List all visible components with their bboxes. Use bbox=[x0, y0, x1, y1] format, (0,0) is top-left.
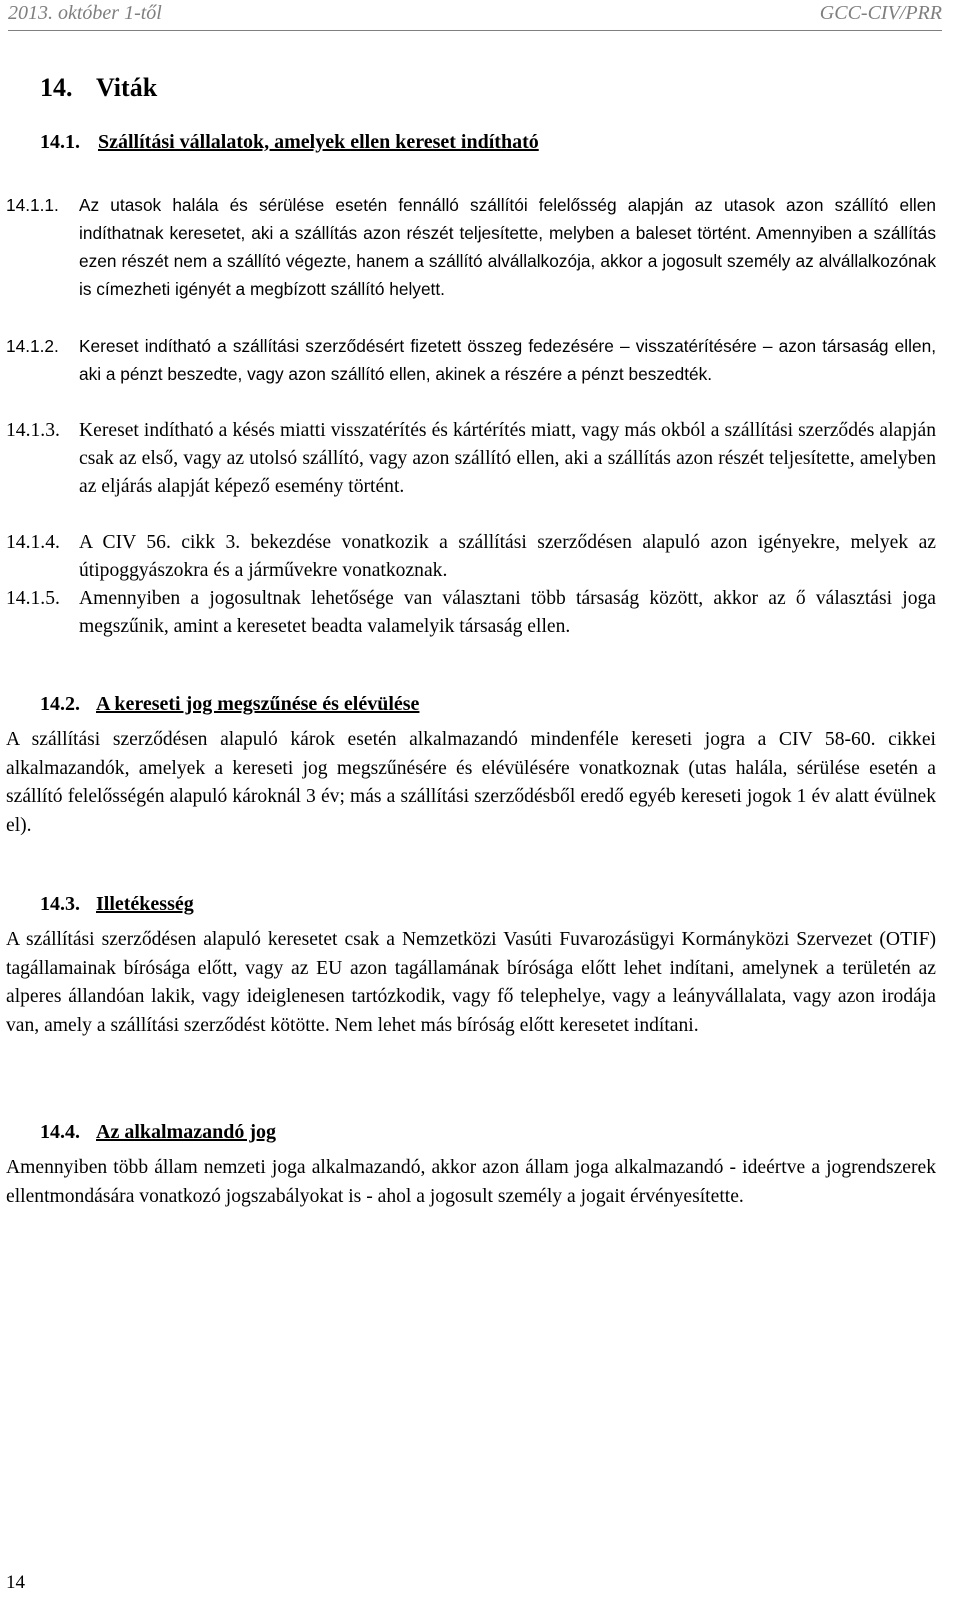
header-date: 2013. október 1-től bbox=[8, 2, 162, 24]
numbered-item-14-1-4 bbox=[6, 529, 936, 585]
chapter-number: 14. bbox=[40, 73, 73, 102]
numbered-item-14-1-3 bbox=[6, 417, 936, 501]
section-title-text: Az alkalmazandó jog bbox=[96, 1121, 276, 1143]
section-paragraph-14-3: A szállítási szerződésen alapuló keresetet csak a Nemzetközi Vasúti Fuvarozásügyi Kormányközi Szervezet (OTIF) tagállamainak bírósága előtt, vagy az EU azon tagállamának bírósága előtt lehet indítani, amelynek a területén az alperes állandóan lakik, vagy ideiglenesen tartózkodik, vagy fő telephelye, vagy a leányvállalata, vagy azon irodája van, amely a szállítási szerződést kötötte. Nem lehet más bíróság előtt keresetet indítani. bbox=[6, 929, 936, 1036]
item-number: 14.1.2. bbox=[6, 336, 59, 356]
section-paragraph-14-4: Amennyiben több állam nemzeti joga alkalmazandó, akkor azon állam joga alkalmazandó - ideértve a jogrendszerek ellentmondására vonatkozó jogszabályokat is - ahol a jogosult személy a jogait érvényesítette. bbox=[6, 1157, 936, 1207]
item-text: Kereset indítható a szállítási szerződésért fizetett összeg fedezésére – visszatérítésére – azon társaság ellen, aki a pénzt beszedte, vagy azon szállító ellen, akinek a részére a pénzt beszedték. bbox=[79, 336, 936, 384]
item-text: Az utasok halála és sérülése esetén fennálló szállítói felelősség alapján az utasok azon szállító ellen indíthatnak keresetet, aki a szállítás azon részét teljesítette, melyben a baleset történt. Amennyiben a szállítás ezen részét nem a szállító végezte, hanem a szállító alvállalkozója, akkor a jogosult személy az alvállalkozónak is címezheti igényét a megbízott szállító helyett. bbox=[79, 195, 936, 299]
item-text: Kereset indítható a késés miatti visszatérítés és kártérítés miatt, vagy más okból a szállítási szerződés alapján csak az első, vagy az utolsó szállító, vagy azon szállító ellen, aki a szállítás azon részét teljesítette, amelyben az eljárás alapját képező esemény történt. bbox=[79, 420, 936, 497]
section-title-14-3 bbox=[40, 893, 194, 916]
numbered-item-14-1-2 bbox=[6, 332, 936, 388]
item-text: Amennyiben a jogosultnak lehetősége van választani több társaság között, akkor az ő választási joga megszűnik, amint a keresetet beadta valamelyik társaság ellen. bbox=[79, 588, 936, 637]
item-number: 14.1.5. bbox=[6, 588, 60, 609]
chapter-title-text: Viták bbox=[96, 73, 158, 102]
section-title-text: Szállítási vállalatok, amelyek ellen kereset indítható bbox=[98, 131, 539, 153]
section-number: 14.4. bbox=[40, 1121, 80, 1143]
section-title-14-2 bbox=[40, 693, 419, 716]
section-title-text: Illetékesség bbox=[96, 893, 194, 915]
item-number: 14.1.4. bbox=[6, 532, 60, 553]
page-number: 14 bbox=[6, 1572, 25, 1593]
numbered-item-14-1-5 bbox=[6, 585, 936, 641]
section-number: 14.1. bbox=[40, 131, 80, 153]
header-document-code: GCC-CIV/PRR bbox=[819, 2, 942, 24]
section-title-text: A kereseti jog megszűnése és elévülése bbox=[96, 693, 420, 715]
page-header bbox=[8, 0, 942, 31]
section-paragraph-14-2: A szállítási szerződésen alapuló károk esetén alkalmazandó mindenféle kereseti jogra a CIV 58-60. cikkei alkalmazandók, amelyek a kereseti jog megszűnésére és elévülésére vonatkoznak (utas halála, sérülése esetén a szállító felelősségén alapuló károknál 3 év; más a szállítási szerződésből eredő egyéb kereseti jogok 1 év alatt évülnek el). bbox=[6, 729, 936, 836]
item-number: 14.1.1. bbox=[6, 195, 59, 215]
section-title-14-4 bbox=[40, 1121, 276, 1144]
item-number: 14.1.3. bbox=[6, 420, 60, 441]
item-text: A CIV 56. cikk 3. bekezdése vonatkozik a szállítási szerződésen alapuló azon igényekre, melyek az útipoggyászokra és a járművekre vonatkoznak. bbox=[79, 532, 936, 581]
section-number: 14.2. bbox=[40, 693, 80, 715]
chapter-title bbox=[40, 73, 157, 103]
section-number: 14.3. bbox=[40, 893, 80, 915]
section-title-14-1 bbox=[40, 131, 539, 154]
numbered-item-14-1-1 bbox=[6, 191, 936, 303]
